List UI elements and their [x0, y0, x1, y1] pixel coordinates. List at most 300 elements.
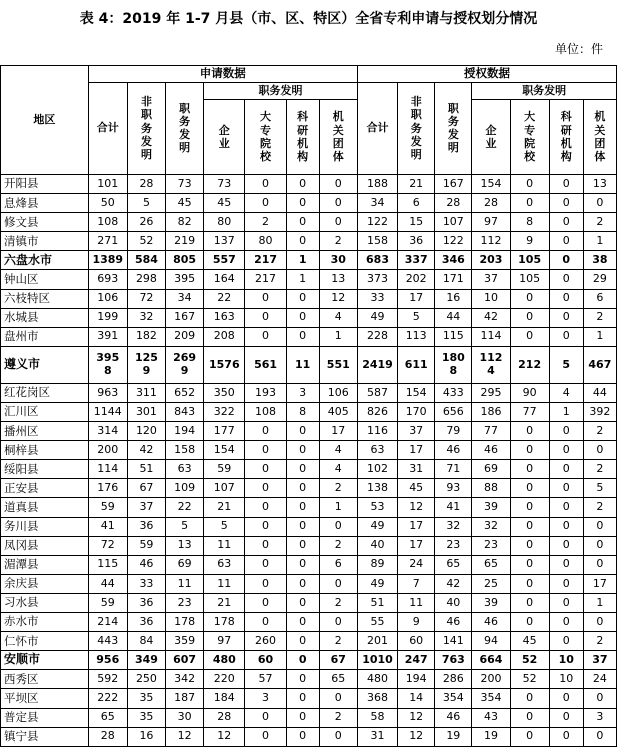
app-value-cell: 26	[127, 213, 165, 232]
region-name: 修文县	[1, 213, 89, 232]
unit-label: 单位：件	[554, 42, 603, 56]
grant-value-cell: 0	[549, 213, 583, 232]
grant-value-cell: 19	[472, 727, 510, 746]
app-value-cell: 182	[127, 327, 165, 346]
grant-value-cell: 69	[472, 460, 510, 479]
app-value-cell: 0	[286, 441, 319, 460]
grant-value-cell: 10	[549, 670, 583, 689]
grant-value-cell: 0	[510, 574, 549, 593]
grant-value-cell: 0	[549, 422, 583, 441]
app-value-cell: 0	[286, 689, 319, 708]
grant-value-cell: 65	[435, 555, 472, 574]
app-value-cell: 314	[88, 422, 127, 441]
table-row	[1, 593, 617, 612]
app-value-cell: 557	[204, 251, 245, 270]
app-value-cell: 167	[166, 308, 204, 327]
region-name: 六枝特区	[1, 289, 89, 308]
app-value-cell: 0	[245, 574, 286, 593]
app-value-cell: 0	[286, 479, 319, 498]
app-value-cell: 21	[204, 593, 245, 612]
grant-value-cell: 0	[510, 308, 549, 327]
app-value-cell: 63	[204, 555, 245, 574]
grant-value-cell: 49	[357, 517, 397, 536]
app-value-cell: 80	[245, 232, 286, 251]
grant-value-cell: 656	[435, 403, 472, 422]
app-value-cell: 0	[286, 708, 319, 727]
grant-value-cell: 3	[583, 708, 616, 727]
grant-value-cell: 17	[583, 574, 616, 593]
app-value-cell: 0	[286, 194, 319, 213]
app-value-cell: 120	[127, 422, 165, 441]
grant-value-cell: 392	[583, 403, 616, 422]
app-value-cell: 59	[88, 593, 127, 612]
grant-value-cell: 5	[549, 346, 583, 383]
grant-value-cell: 138	[357, 479, 397, 498]
app-value-cell: 0	[245, 289, 286, 308]
app-value-cell: 584	[127, 251, 165, 270]
app-value-cell: 219	[166, 232, 204, 251]
grant-value-cell: 9	[398, 613, 435, 632]
grant-value-cell: 2	[583, 632, 616, 651]
region-name: 安顺市	[1, 651, 89, 670]
app-value-cell: 208	[204, 327, 245, 346]
grant-value-cell: 2	[583, 213, 616, 232]
app-value-cell: 106	[319, 383, 357, 402]
grant-value-cell: 58	[357, 708, 397, 727]
grant-value-cell: 79	[435, 422, 472, 441]
header-region: 地区	[1, 66, 89, 175]
header-grant-total: 合计	[357, 83, 397, 175]
grant-value-cell: 0	[510, 422, 549, 441]
grant-value-cell: 17	[398, 536, 435, 555]
table-row-city	[1, 651, 617, 670]
grant-value-cell: 5	[583, 479, 616, 498]
app-value-cell: 44	[88, 574, 127, 593]
grant-value-cell: 51	[357, 593, 397, 612]
app-value-cell: 80	[204, 213, 245, 232]
grant-value-cell: 826	[357, 403, 397, 422]
grant-value-cell: 32	[435, 517, 472, 536]
grant-value-cell: 763	[435, 651, 472, 670]
grant-value-cell: 105	[510, 251, 549, 270]
app-value-cell: 12	[319, 289, 357, 308]
app-value-cell: 63	[166, 460, 204, 479]
grant-value-cell: 45	[398, 479, 435, 498]
grant-value-cell: 611	[398, 346, 435, 383]
grant-value-cell: 114	[472, 327, 510, 346]
grant-value-cell: 0	[510, 613, 549, 632]
header-grant-research: 科研机构	[549, 100, 583, 175]
region-name: 六盘水市	[1, 251, 89, 270]
app-value-cell: 59	[204, 460, 245, 479]
app-value-cell: 250	[127, 670, 165, 689]
grant-value-cell: 0	[583, 194, 616, 213]
grant-value-cell: 17	[398, 289, 435, 308]
app-value-cell: 11	[204, 574, 245, 593]
app-value-cell: 209	[166, 327, 204, 346]
app-value-cell: 0	[286, 498, 319, 517]
grant-value-cell: 0	[510, 327, 549, 346]
app-value-cell: 0	[286, 175, 319, 194]
app-value-cell: 30	[319, 251, 357, 270]
app-value-cell: 298	[127, 270, 165, 289]
app-value-cell: 73	[204, 175, 245, 194]
grant-value-cell: 39	[472, 498, 510, 517]
table-row	[1, 536, 617, 555]
grant-value-cell: 0	[549, 289, 583, 308]
grant-value-cell: 0	[510, 689, 549, 708]
grant-value-cell: 202	[398, 270, 435, 289]
app-value-cell: 16	[127, 727, 165, 746]
app-value-cell: 271	[88, 232, 127, 251]
grant-value-cell: 0	[583, 689, 616, 708]
grant-value-cell: 664	[472, 651, 510, 670]
app-value-cell: 65	[319, 670, 357, 689]
grant-value-cell: 28	[435, 194, 472, 213]
app-value-cell: 805	[166, 251, 204, 270]
app-value-cell: 0	[319, 727, 357, 746]
app-value-cell: 693	[88, 270, 127, 289]
grant-value-cell: 373	[357, 270, 397, 289]
app-value-cell: 8	[286, 403, 319, 422]
table-row	[1, 708, 617, 727]
app-value-cell: 184	[204, 689, 245, 708]
grant-value-cell: 12	[398, 498, 435, 517]
app-value-cell: 0	[286, 574, 319, 593]
app-value-cell: 480	[204, 651, 245, 670]
grant-value-cell: 97	[472, 213, 510, 232]
region-name: 镇宁县	[1, 727, 89, 746]
grant-value-cell: 112	[472, 232, 510, 251]
grant-value-cell: 286	[435, 670, 472, 689]
app-value-cell: 217	[245, 251, 286, 270]
header-app-university: 大专院校	[245, 100, 286, 175]
app-value-cell: 359	[166, 632, 204, 651]
table-body	[1, 175, 617, 747]
app-value-cell: 0	[319, 213, 357, 232]
table-row	[1, 689, 617, 708]
grant-value-cell: 0	[549, 593, 583, 612]
grant-value-cell: 12	[398, 708, 435, 727]
region-name: 开阳县	[1, 175, 89, 194]
grant-value-cell: 10	[472, 289, 510, 308]
app-value-cell: 97	[204, 632, 245, 651]
table-row	[1, 727, 617, 746]
app-value-cell: 1389	[88, 251, 127, 270]
app-value-cell: 23	[166, 593, 204, 612]
app-value-cell: 551	[319, 346, 357, 383]
header-app-total: 合计	[88, 83, 127, 175]
grant-value-cell: 39	[472, 593, 510, 612]
app-value-cell: 0	[286, 651, 319, 670]
grant-value-cell: 0	[549, 441, 583, 460]
app-value-cell: 2	[319, 632, 357, 651]
region-name: 湄潭县	[1, 555, 89, 574]
app-value-cell: 0	[245, 460, 286, 479]
app-value-cell: 0	[286, 232, 319, 251]
app-value-cell: 0	[286, 327, 319, 346]
grant-value-cell: 42	[435, 574, 472, 593]
grant-value-cell: 15	[398, 213, 435, 232]
app-value-cell: 652	[166, 383, 204, 402]
app-value-cell: 0	[286, 422, 319, 441]
app-value-cell: 0	[286, 632, 319, 651]
grant-value-cell: 0	[549, 689, 583, 708]
app-value-cell: 1	[286, 270, 319, 289]
app-value-cell: 0	[286, 517, 319, 536]
table-row	[1, 632, 617, 651]
app-value-cell: 67	[319, 651, 357, 670]
header-grant-service: 职务发明	[435, 83, 472, 175]
region-name: 道真县	[1, 498, 89, 517]
region-name: 水城县	[1, 308, 89, 327]
grant-value-cell: 71	[435, 460, 472, 479]
grant-value-cell: 11	[398, 593, 435, 612]
grant-value-cell: 337	[398, 251, 435, 270]
grant-value-cell: 0	[510, 175, 549, 194]
table-row	[1, 422, 617, 441]
table-row	[1, 327, 617, 346]
grant-value-cell: 354	[472, 689, 510, 708]
grant-value-cell: 0	[549, 708, 583, 727]
grant-value-cell: 24	[583, 670, 616, 689]
region-name: 习水县	[1, 593, 89, 612]
grant-value-cell: 141	[435, 632, 472, 651]
grant-value-cell: 0	[549, 460, 583, 479]
region-name: 余庆县	[1, 574, 89, 593]
app-value-cell: 115	[88, 555, 127, 574]
grant-value-cell: 34	[357, 194, 397, 213]
app-value-cell: 13	[166, 536, 204, 555]
app-value-cell: 5	[166, 517, 204, 536]
app-value-cell: 0	[286, 213, 319, 232]
app-value-cell: 0	[286, 670, 319, 689]
grant-value-cell: 0	[549, 517, 583, 536]
grant-value-cell: 55	[357, 613, 397, 632]
app-value-cell: 36	[127, 517, 165, 536]
grant-value-cell: 188	[357, 175, 397, 194]
grant-value-cell: 0	[510, 498, 549, 517]
grant-value-cell: 2	[583, 498, 616, 517]
app-value-cell: 0	[319, 175, 357, 194]
grant-value-cell: 107	[435, 213, 472, 232]
app-value-cell: 163	[204, 308, 245, 327]
grant-value-cell: 44	[435, 308, 472, 327]
grant-value-cell: 433	[435, 383, 472, 402]
app-value-cell: 178	[204, 613, 245, 632]
grant-value-cell: 116	[357, 422, 397, 441]
grant-value-cell: 49	[357, 308, 397, 327]
grant-value-cell: 0	[583, 613, 616, 632]
region-name: 红花岗区	[1, 383, 89, 402]
app-value-cell: 1	[319, 498, 357, 517]
grant-value-cell: 52	[510, 670, 549, 689]
grant-value-cell: 17	[398, 517, 435, 536]
grant-value-cell: 0	[510, 517, 549, 536]
app-value-cell: 0	[245, 517, 286, 536]
app-value-cell: 13	[319, 270, 357, 289]
app-value-cell: 60	[245, 651, 286, 670]
app-value-cell: 28	[127, 175, 165, 194]
app-value-cell: 2	[319, 708, 357, 727]
grant-value-cell: 31	[357, 727, 397, 746]
grant-value-cell: 0	[549, 613, 583, 632]
app-value-cell: 33	[127, 574, 165, 593]
app-value-cell: 0	[286, 536, 319, 555]
grant-value-cell: 0	[510, 460, 549, 479]
region-name: 仁怀市	[1, 632, 89, 651]
grant-value-cell: 2	[583, 308, 616, 327]
grant-value-cell: 158	[357, 232, 397, 251]
grant-value-cell: 122	[435, 232, 472, 251]
app-value-cell: 0	[245, 498, 286, 517]
app-value-cell: 0	[245, 727, 286, 746]
table-row	[1, 441, 617, 460]
app-value-cell: 1576	[204, 346, 245, 383]
app-value-cell: 222	[88, 689, 127, 708]
app-value-cell: 194	[166, 422, 204, 441]
grant-value-cell: 154	[472, 175, 510, 194]
app-value-cell: 69	[166, 555, 204, 574]
app-value-cell: 4	[319, 460, 357, 479]
app-value-cell: 5	[127, 194, 165, 213]
app-value-cell: 391	[88, 327, 127, 346]
grant-value-cell: 2419	[357, 346, 397, 383]
header-app-service: 职务发明	[166, 83, 204, 175]
grant-value-cell: 32	[472, 517, 510, 536]
grant-value-cell: 480	[357, 670, 397, 689]
grant-value-cell: 0	[549, 555, 583, 574]
table-row	[1, 403, 617, 422]
app-value-cell: 311	[127, 383, 165, 402]
app-value-cell: 1	[286, 251, 319, 270]
grant-value-cell: 14	[398, 689, 435, 708]
app-value-cell: 2699	[166, 346, 204, 383]
app-value-cell: 220	[204, 670, 245, 689]
grant-value-cell: 0	[510, 441, 549, 460]
app-value-cell: 82	[166, 213, 204, 232]
grant-value-cell: 0	[549, 632, 583, 651]
grant-value-cell: 41	[435, 498, 472, 517]
app-value-cell: 193	[245, 383, 286, 402]
app-value-cell: 843	[166, 403, 204, 422]
header-grant-group: 授权数据	[357, 66, 616, 83]
grant-value-cell: 46	[435, 441, 472, 460]
grant-value-cell: 0	[549, 308, 583, 327]
grant-value-cell: 1808	[435, 346, 472, 383]
table-row	[1, 498, 617, 517]
table-row	[1, 194, 617, 213]
region-name: 赤水市	[1, 613, 89, 632]
app-value-cell: 84	[127, 632, 165, 651]
app-value-cell: 0	[245, 194, 286, 213]
app-value-cell: 199	[88, 308, 127, 327]
grant-value-cell: 0	[510, 593, 549, 612]
app-value-cell: 30	[166, 708, 204, 727]
app-value-cell: 1144	[88, 403, 127, 422]
app-value-cell: 50	[88, 194, 127, 213]
app-value-cell: 65	[88, 708, 127, 727]
grant-value-cell: 49	[357, 574, 397, 593]
grant-value-cell: 122	[357, 213, 397, 232]
header-grant-enterprise: 企业	[472, 100, 510, 175]
grant-value-cell: 43	[472, 708, 510, 727]
region-name: 遵义市	[1, 346, 89, 383]
grant-value-cell: 90	[510, 383, 549, 402]
grant-value-cell: 0	[583, 441, 616, 460]
grant-value-cell: 94	[472, 632, 510, 651]
app-value-cell: 17	[319, 422, 357, 441]
grant-value-cell: 154	[398, 383, 435, 402]
grant-value-cell: 587	[357, 383, 397, 402]
grant-value-cell: 2	[583, 422, 616, 441]
grant-value-cell: 19	[435, 727, 472, 746]
app-value-cell: 200	[88, 441, 127, 460]
app-value-cell: 0	[286, 727, 319, 746]
grant-value-cell: 0	[583, 555, 616, 574]
header-grant-service-breakdown: 职务发明	[472, 83, 617, 100]
app-value-cell: 37	[127, 498, 165, 517]
app-value-cell: 395	[166, 270, 204, 289]
app-value-cell: 176	[88, 479, 127, 498]
app-value-cell: 301	[127, 403, 165, 422]
app-value-cell: 1259	[127, 346, 165, 383]
grant-value-cell: 10	[549, 651, 583, 670]
app-value-cell: 0	[245, 479, 286, 498]
app-value-cell: 2	[319, 232, 357, 251]
app-value-cell: 0	[245, 593, 286, 612]
grant-value-cell: 295	[472, 383, 510, 402]
grant-value-cell: 8	[510, 213, 549, 232]
grant-value-cell: 0	[549, 327, 583, 346]
grant-value-cell: 0	[510, 194, 549, 213]
app-value-cell: 73	[166, 175, 204, 194]
app-value-cell: 45	[204, 194, 245, 213]
app-value-cell: 0	[286, 593, 319, 612]
app-value-cell: 164	[204, 270, 245, 289]
app-value-cell: 52	[127, 232, 165, 251]
app-value-cell: 0	[286, 555, 319, 574]
grant-value-cell: 0	[549, 479, 583, 498]
grant-value-cell: 1	[583, 593, 616, 612]
app-value-cell: 3958	[88, 346, 127, 383]
grant-value-cell: 77	[510, 403, 549, 422]
table-row	[1, 289, 617, 308]
app-value-cell: 158	[166, 441, 204, 460]
grant-value-cell: 171	[435, 270, 472, 289]
app-value-cell: 2	[319, 593, 357, 612]
app-value-cell: 4	[319, 308, 357, 327]
app-value-cell: 0	[286, 460, 319, 479]
app-value-cell: 0	[286, 613, 319, 632]
grant-value-cell: 0	[510, 479, 549, 498]
app-value-cell: 41	[88, 517, 127, 536]
grant-value-cell: 368	[357, 689, 397, 708]
app-value-cell: 0	[286, 289, 319, 308]
app-value-cell: 0	[245, 708, 286, 727]
grant-value-cell: 683	[357, 251, 397, 270]
app-value-cell: 32	[127, 308, 165, 327]
grant-value-cell: 36	[398, 232, 435, 251]
app-value-cell: 0	[245, 536, 286, 555]
header-app-non-service: 非职务发明	[127, 83, 165, 175]
app-value-cell: 349	[127, 651, 165, 670]
app-value-cell: 607	[166, 651, 204, 670]
grant-value-cell: 194	[398, 670, 435, 689]
app-value-cell: 2	[319, 479, 357, 498]
grant-value-cell: 201	[357, 632, 397, 651]
grant-value-cell: 31	[398, 460, 435, 479]
